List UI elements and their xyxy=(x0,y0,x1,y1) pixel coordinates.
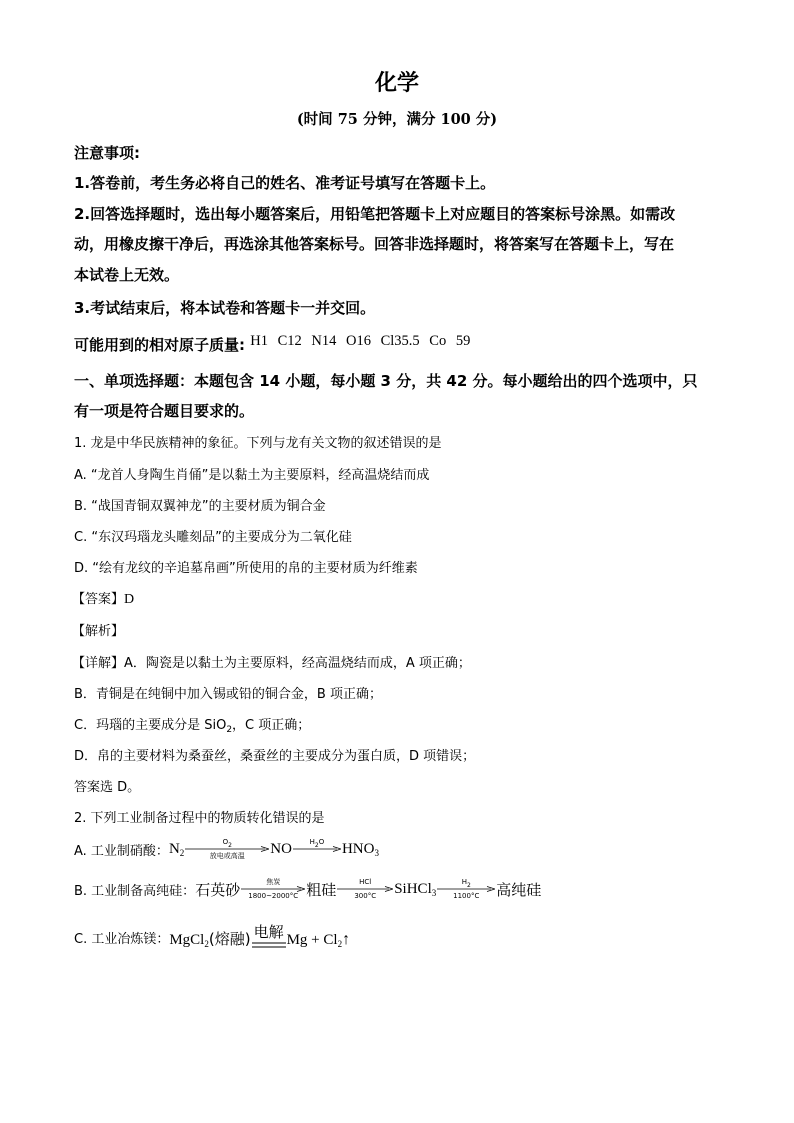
notice-item-2-line-3: 本试卷上无效。 xyxy=(74,266,180,284)
answer-value: D xyxy=(124,592,135,607)
arrow-2-reagent-o: O xyxy=(318,838,325,846)
cl2-subscript: 2 xyxy=(337,939,343,949)
detail-b: B．青铜是在纯铜中加入锡或铅的铜合金，B 项正确； xyxy=(74,687,382,702)
atomic-mass-label: 可能用到的相对原子质量: xyxy=(74,336,245,354)
arrow-2-reagent-subscript: 2 xyxy=(314,842,319,849)
notice-item-1: 1.答卷前，考生务必将自己的姓名、准考证号填写在答题卡上。 xyxy=(74,174,496,192)
high-purity-silicon: 高纯硅 xyxy=(496,880,542,899)
reaction-arrow-2 xyxy=(293,838,341,860)
mgcl2-subscript: 2 xyxy=(204,939,209,949)
arrow-b2-condition: 300°C xyxy=(354,892,377,900)
arrow-1-reagent xyxy=(222,838,232,849)
arrow-2-line xyxy=(293,846,341,852)
electrolysis-label: 电解 xyxy=(253,923,284,941)
detail-tag: 【详解】 xyxy=(72,656,125,671)
question-2-option-a xyxy=(74,838,379,860)
hno3-formula xyxy=(342,841,379,858)
arrow-1-condition: 放电或高温 xyxy=(209,852,245,860)
atomic-mass-values: H1 C12 N14 O16 Cl35.5 Co 59 xyxy=(250,333,471,349)
atomic-mass-line xyxy=(74,334,470,355)
reaction-arrow-1 xyxy=(185,838,269,860)
reaction-arrow-b1 xyxy=(241,878,305,900)
question-1-option-d: D. “绘有龙纹的辛追墓帛画”所使用的帛的主要材质为纤维素 xyxy=(74,561,418,576)
question-1-option-a: A. “龙首人身陶生肖俑”是以黏土为主要原料，经高温烧结而成 xyxy=(74,468,430,483)
detail-d: D．帛的主要材料为桑蚕丝，桑蚕丝的主要成分为蛋白质，D 项错误； xyxy=(74,749,476,764)
analysis-tag: 【解析】 xyxy=(72,624,125,639)
notice-item-2-line-2: 动，用橡皮擦干净后，再选涂其他答案标号。回答非选择题时，将答案写在答题卡上，写在 xyxy=(74,235,675,253)
detail-c xyxy=(74,714,310,733)
hno3-subscript: 3 xyxy=(374,847,379,858)
cl2-symbol: Cl xyxy=(323,932,338,948)
arrow-b3-condition: 1100°C xyxy=(453,892,480,900)
answer-conclusion: 答案选 D。 xyxy=(74,780,141,795)
n2-subscript: 2 xyxy=(179,847,185,858)
option-a-label: A. 工业制硝酸： xyxy=(74,843,169,859)
equals-sign xyxy=(252,941,286,949)
mg-formula: Mg xyxy=(286,932,308,948)
detail-a: A．陶瓷是以黏土为主要原料，经高温烧结而成，A 项正确； xyxy=(124,656,471,671)
crude-silicon: 粗硅 xyxy=(306,880,337,899)
mgcl2-formula xyxy=(169,932,209,949)
cl2-formula xyxy=(323,932,342,949)
nitrogen-formula xyxy=(169,841,184,858)
arrow-b3-reagent xyxy=(461,878,471,889)
gas-up-arrow-icon: ↑ xyxy=(342,931,351,948)
no-formula: NO xyxy=(270,840,292,857)
option-c-label: C. 工业冶炼镁： xyxy=(74,932,170,947)
reaction-arrow-b2 xyxy=(337,878,393,900)
question-2-option-c xyxy=(74,924,350,949)
reaction-arrow-b3 xyxy=(437,878,495,900)
molten-condition: (熔融) xyxy=(208,930,251,948)
arrow-b1-condition: 1800~2000°C xyxy=(248,892,299,900)
question-2-stem: 2. 下列工业制备过程中的物质转化错误的是 xyxy=(74,811,325,826)
section-1-heading-line-1: 一、单项选择题：本题包含 14 小题，每小题 3 分，共 42 分。每小题给出的四个选项中，只 xyxy=(74,372,698,390)
arrow-b2-reagent: HCl xyxy=(359,878,372,886)
arrow-b3-reagent-h: H xyxy=(461,878,467,886)
detail-c-subscript: 2 xyxy=(226,725,233,735)
hno3-symbol: HNO xyxy=(341,840,375,857)
arrow-2-reagent-h: H xyxy=(309,838,315,846)
question-1-option-b: B. “战国青铜双翼神龙”的主要材质为铜合金 xyxy=(74,499,326,514)
answer-tag: 【答案】 xyxy=(72,592,125,607)
detail-c-pre: C．玛瑙的主要成分是 SiO xyxy=(74,718,227,733)
detail-line-a xyxy=(72,652,471,671)
question-2-option-b xyxy=(74,878,541,900)
mgcl2-symbol: MgCl xyxy=(169,932,205,948)
notice-item-3: 3.考试结束后，将本试卷和答题卡一并交回。 xyxy=(74,299,376,317)
question-1-stem: 1. 龙是中华民族精神的象征。下列与龙有关文物的叙述错误的是 xyxy=(74,436,442,451)
detail-c-post: ，C 项正确； xyxy=(232,718,311,733)
arrow-b1-reagent: 焦炭 xyxy=(266,878,281,886)
option-b-label: B. 工业制备高纯硅： xyxy=(74,883,196,899)
arrow-2-reagent xyxy=(309,838,325,849)
question-1-option-c: C. “东汉玛瑙龙头雕刻品”的主要成分为二氧化硅 xyxy=(74,530,352,545)
notice-heading: 注意事项: xyxy=(74,144,140,162)
arrow-1-reagent-symbol: O xyxy=(222,838,229,846)
sihcl3-symbol: SiHCl xyxy=(394,880,432,897)
plus-sign: + xyxy=(307,932,324,948)
answer-line xyxy=(72,588,134,608)
page-title: 化学 xyxy=(374,71,419,96)
trichlorosilane-formula xyxy=(394,881,436,898)
section-1-heading-line-2: 有一项是符合题目要求的。 xyxy=(74,402,255,420)
n2-symbol: N xyxy=(168,840,180,857)
electrolysis-sign xyxy=(252,924,286,949)
arrow-b3-reagent-subscript: 2 xyxy=(466,882,471,889)
exam-duration-subtitle: (时间 75 分钟，满分 100 分) xyxy=(296,111,498,128)
arrow-1-reagent-subscript: 2 xyxy=(228,842,232,849)
notice-item-2-line-1: 2.回答选择题时，选出每小题答案后，用铅笔把答题卡上对应题目的答案标号涂黑。如需改 xyxy=(74,205,676,223)
quartz-sand: 石英砂 xyxy=(195,880,241,899)
sihcl3-subscript: 3 xyxy=(431,887,437,898)
